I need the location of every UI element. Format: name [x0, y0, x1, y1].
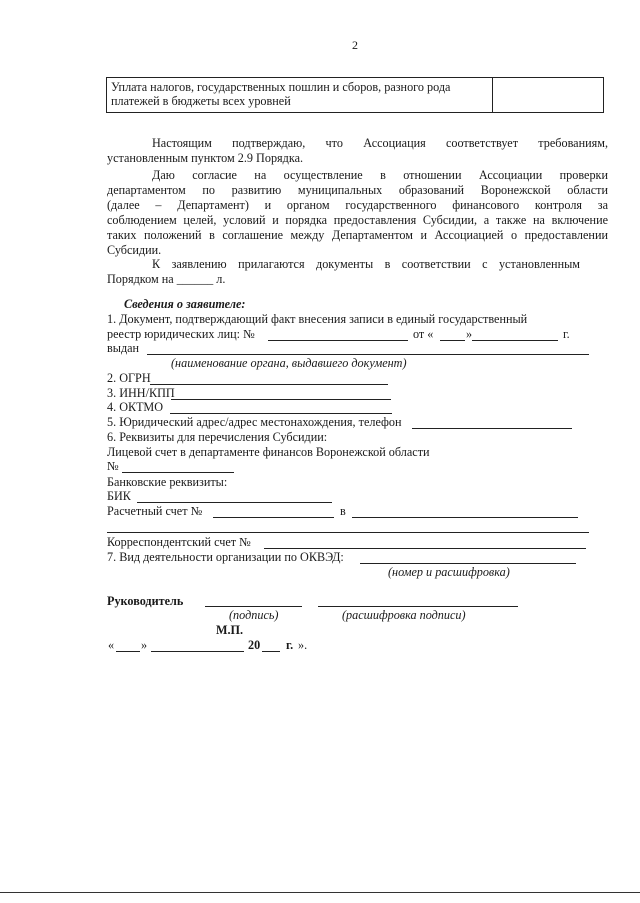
- para1-line1: Настоящим подтверждаю, что Ассоциация соответствует требованиям,: [152, 136, 608, 150]
- bik-label: БИК: [107, 489, 131, 503]
- signature-decode-line[interactable]: [318, 606, 518, 607]
- date-day-line[interactable]: [116, 651, 140, 652]
- table-cell-empty: [493, 78, 604, 113]
- issuer-hint: (наименование органа, выдавшего документ): [171, 356, 407, 370]
- item6-no-label: №: [107, 459, 119, 473]
- okved-hint: (номер и расшифровка): [388, 565, 510, 579]
- date-end: ».: [298, 638, 308, 652]
- issuer-line[interactable]: [147, 354, 589, 355]
- settlement-number-line[interactable]: [213, 517, 334, 518]
- table-row-text-1: Уплата налогов, государственных пошлин и сборов, разного рода: [111, 80, 451, 94]
- address-line[interactable]: [412, 428, 572, 429]
- ogrn-line[interactable]: [150, 384, 388, 385]
- page-number: 2: [352, 38, 358, 52]
- okved-line[interactable]: [360, 563, 576, 564]
- bik-line[interactable]: [137, 502, 332, 503]
- applicant-heading: Сведения о заявителе:: [124, 297, 246, 311]
- table-cell-description: [107, 78, 493, 113]
- para2-line2: департаментом по развитию муниципальных образований Воронежской области: [107, 183, 608, 197]
- item5-address-label: 5. Юридический адрес/адрес местонахождения, телефон: [107, 415, 402, 429]
- item1-issued-label: выдан: [107, 341, 140, 355]
- corr-line[interactable]: [264, 548, 586, 549]
- item1-from-label: от «: [413, 327, 434, 341]
- head-label: Руководитель: [107, 594, 184, 608]
- item3-inn-label: 3. ИНН/КПП: [107, 386, 175, 400]
- settlement-in-label: в: [340, 504, 346, 518]
- para2-line1: Даю согласие на осуществление в отношении Ассоциации проверки: [152, 168, 608, 182]
- para2-line3: (далее – Департамент) и органом государственного финансового контроля за: [107, 198, 608, 212]
- signature-line[interactable]: [205, 606, 302, 607]
- item1-line2-label: реестр юридических лиц: №: [107, 327, 255, 341]
- bottom-edge-rule: [0, 892, 640, 893]
- inn-line[interactable]: [171, 399, 391, 400]
- para2-line5: таких положений в соглашение между Департаментом и Ассоциацией о предоставлении: [107, 228, 608, 242]
- date-open-quote: «: [108, 638, 115, 652]
- date-year-line[interactable]: [262, 651, 280, 652]
- date-close-quote: »: [141, 638, 148, 652]
- item6-account-label: Лицевой счет в департаменте финансов Воронежской области: [107, 445, 430, 459]
- para3-line2: Порядком на ______ л.: [107, 272, 226, 286]
- para2-line6: Субсидии.: [107, 243, 162, 257]
- bank-label: Банковские реквизиты:: [107, 475, 228, 489]
- corr-label: Корреспондентский счет №: [107, 535, 251, 549]
- registry-month-line[interactable]: [472, 340, 558, 341]
- para1-line2: установленным пунктом 2.9 Порядка.: [107, 151, 304, 165]
- signature-hint: (подпись): [229, 608, 279, 622]
- bank-name-continuation-line[interactable]: [107, 532, 589, 533]
- oktmo-line[interactable]: [170, 413, 392, 414]
- item4-oktmo-label: 4. ОКТМО: [107, 400, 164, 414]
- registry-day-line[interactable]: [440, 340, 465, 341]
- date-month-line[interactable]: [151, 651, 244, 652]
- signature-decode-hint: (расшифровка подписи): [342, 608, 466, 622]
- para3-line1: К заявлению прилагаются документы в соответствии с установленным: [152, 257, 580, 271]
- item1-line1: 1. Документ, подтверждающий факт внесения записи в единый государственный: [107, 312, 528, 326]
- para2-line4: соблюдением целей, условий и порядка предоставления Субсидии, а также на включение: [107, 213, 608, 227]
- item1-year-suffix: г.: [563, 327, 570, 341]
- payment-table: [106, 77, 604, 113]
- item7-okved-label: 7. Вид деятельности организации по ОКВЭД:: [107, 550, 344, 564]
- item6-requisites-label: 6. Реквизиты для перечисления Субсидии:: [107, 430, 328, 444]
- table-row-text-2: платежей в бюджеты всех уровней: [111, 94, 291, 108]
- settlement-label: Расчетный счет №: [107, 504, 203, 518]
- stamp-label: М.П.: [216, 623, 244, 637]
- account-number-line[interactable]: [122, 472, 234, 473]
- date-year-suffix: г.: [286, 638, 294, 652]
- item1-quote-close: »: [466, 327, 473, 341]
- date-year-prefix: 20: [248, 638, 261, 652]
- item2-ogrn-label: 2. ОГРН: [107, 371, 151, 385]
- registry-number-line[interactable]: [268, 340, 408, 341]
- bank-name-line[interactable]: [352, 517, 578, 518]
